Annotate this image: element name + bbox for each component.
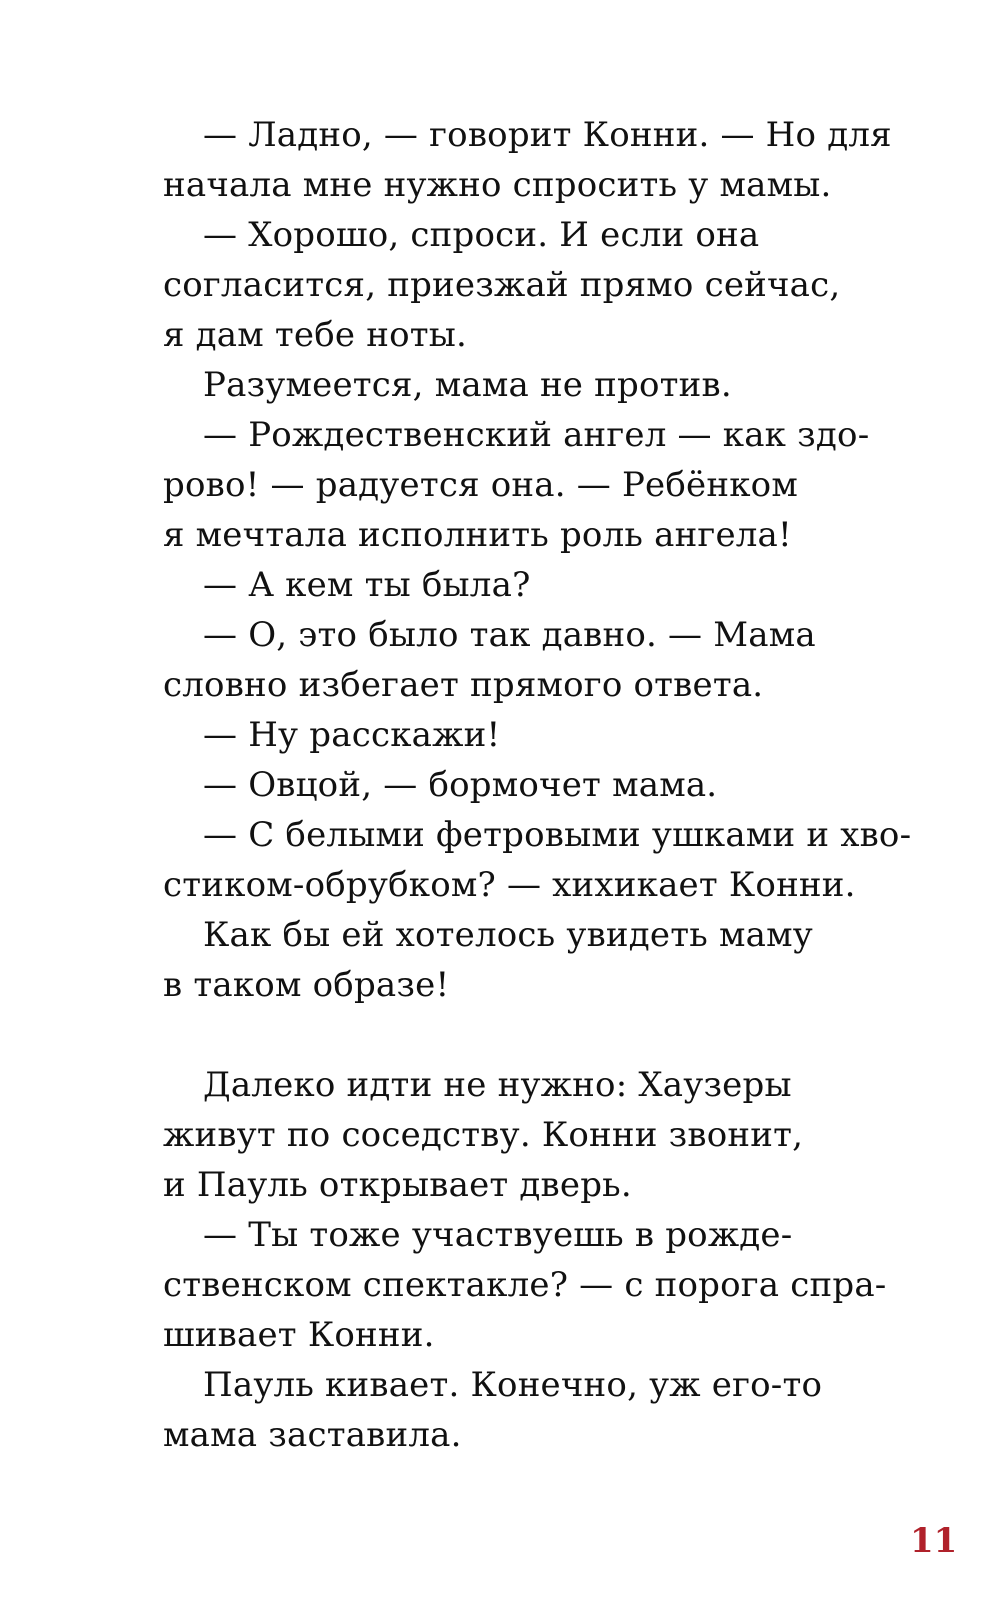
text-line: живут по соседству. Конни звонит, [163,1115,804,1155]
text-line: согласится, приезжай прямо сейчас, [163,265,841,305]
text-line: Разумеется, мама не против. [203,365,732,405]
text-line: Далеко идти не нужно: Хаузеры [203,1065,792,1105]
text-line: ственском спектакле? — с порога спра- [163,1265,887,1305]
text-line: в таком образе! [163,965,450,1005]
text-line: словно избегает прямого ответа. [163,665,764,705]
text-line: рово! — радуется она. — Ребёнком [163,465,798,505]
text-line: я дам тебе ноты. [163,315,468,355]
text-line: Как бы ей хотелось увидеть маму [203,915,813,955]
text-line: — Овцой, — бормочет мама. [203,765,718,805]
text-line: — А кем ты была? [203,565,531,605]
text-line: — Ладно, — говорит Конни. — Но для [203,115,892,155]
text-line: — Рождественский ангел — как здо- [203,415,870,455]
text-line: шивает Конни. [163,1315,435,1355]
page-number: 11 [910,1521,958,1561]
text-line: начала мне нужно спросить у мамы. [163,165,832,205]
text-line: — Ты тоже участвуешь в рожде- [203,1215,793,1255]
text-line: — О, это было так давно. — Мама [203,615,816,655]
text-line: и Пауль открывает дверь. [163,1165,632,1205]
text-line: я мечтала исполнить роль ангела! [163,515,792,555]
text-line: — Ну расскажи! [203,715,501,755]
text-line: — С белыми фетровыми ушками и хво- [203,815,912,855]
text-line: стиком-обрубком? — хихикает Конни. [163,865,856,905]
text-line: мама заставила. [163,1415,462,1455]
text-line: Пауль кивает. Конечно, уж его-то [203,1365,823,1405]
text-line: — Хорошо, спроси. И если она [203,215,760,255]
